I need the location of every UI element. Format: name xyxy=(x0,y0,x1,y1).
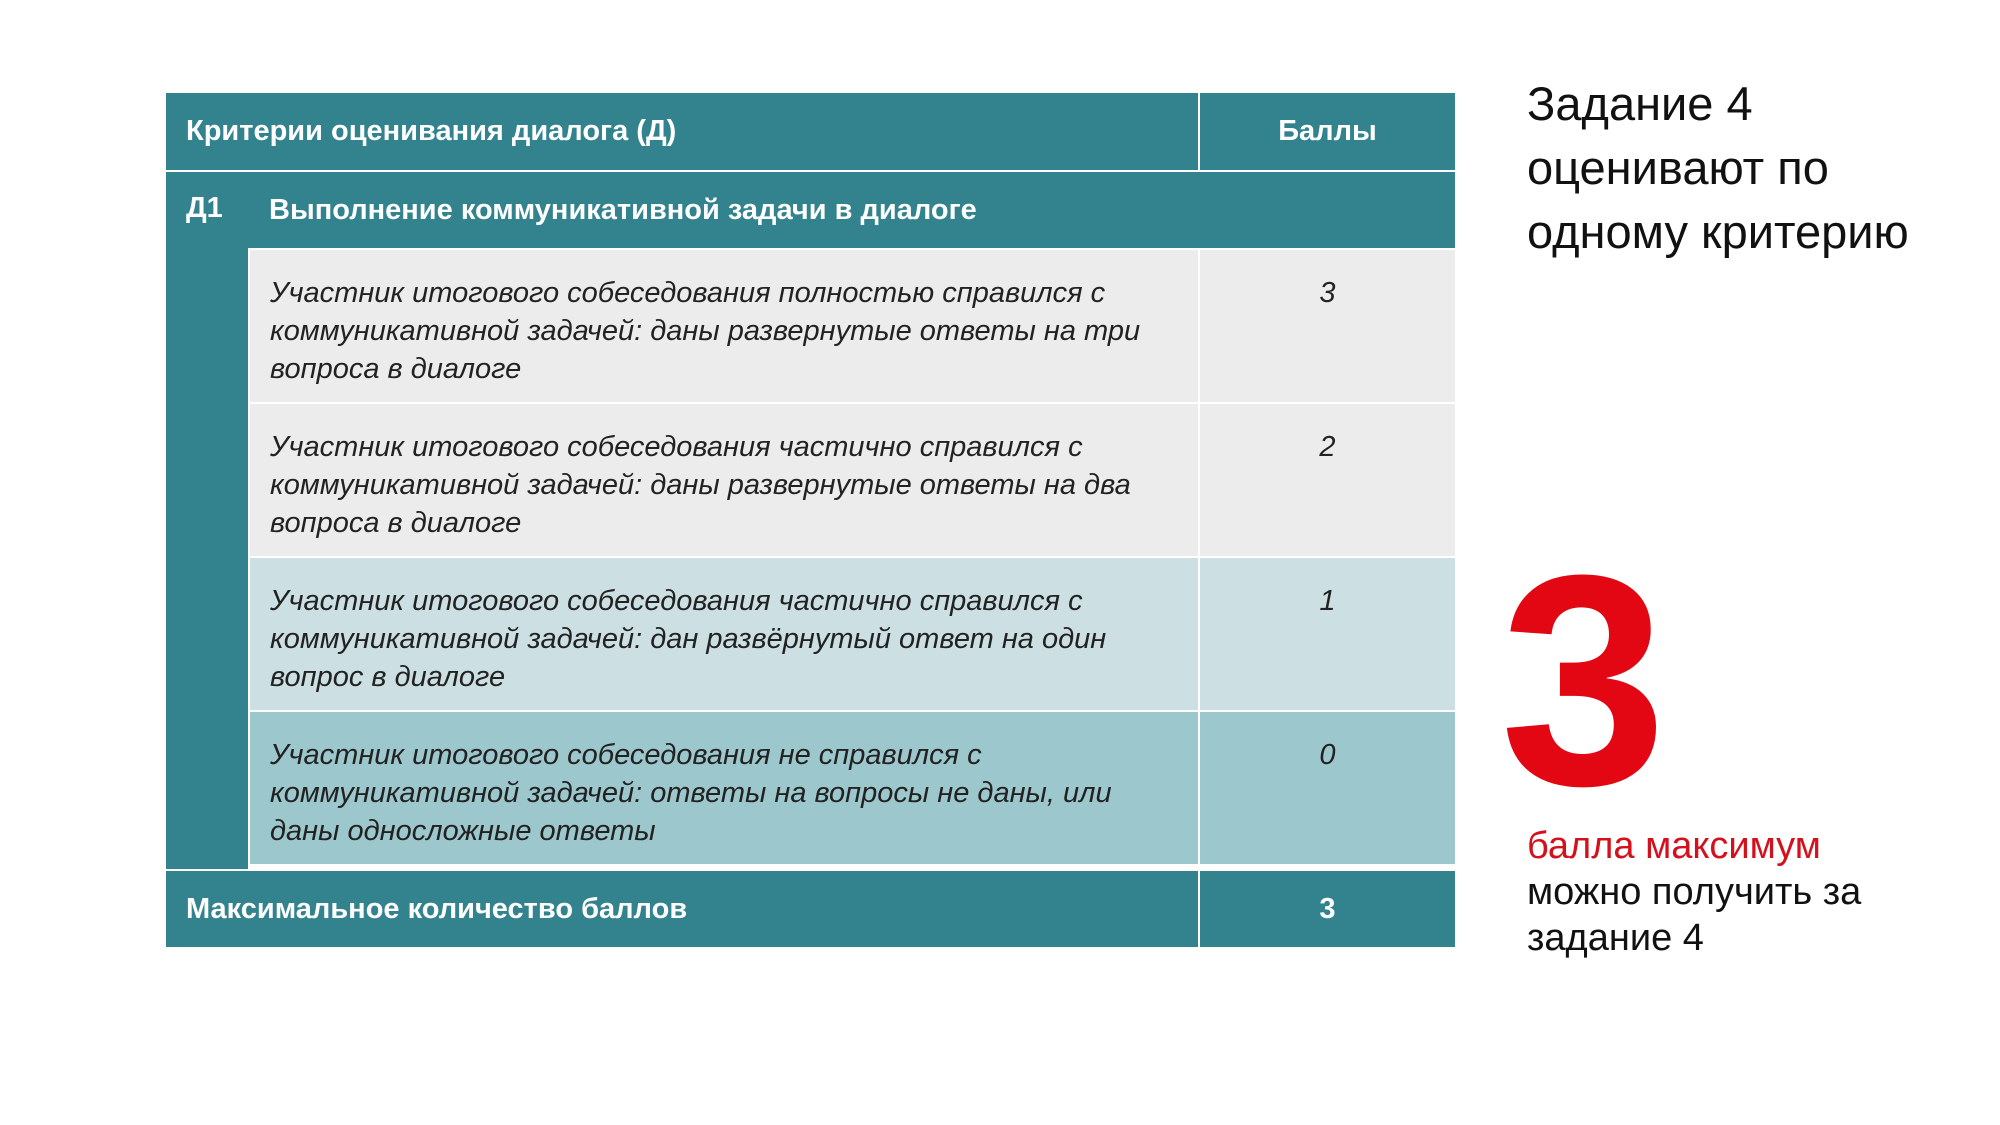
table-footer-label: Максимальное количество баллов xyxy=(166,871,1198,947)
table-row-description: Участник итогового собеседования частично справился с коммуникативной задачей: даны развернутые ответы на два вопроса в диалоге xyxy=(250,404,1198,556)
task-heading: Задание 4 оценивают по одному критерию xyxy=(1527,77,1909,258)
max-score-number: 3 xyxy=(1500,512,1661,848)
max-score-label: балла максимум xyxy=(1527,825,1821,867)
table-footer-value: 3 xyxy=(1200,871,1455,947)
table-row-score: 1 xyxy=(1200,558,1455,710)
table-header-criteria: Критерии оценивания диалога (Д) xyxy=(166,93,1198,170)
table-row-description: Участник итогового собеседования не справился с коммуникативной задачей: ответы на вопросы не даны, или даны односложные ответы xyxy=(250,712,1198,864)
criterion-title: Выполнение коммуникативной задачи в диалоге xyxy=(248,172,1455,248)
table-row-score: 2 xyxy=(1200,404,1455,556)
table-row-description: Участник итогового собеседования полностью справился с коммуникативной задачей: даны развернутые ответы на три вопроса в диалоге xyxy=(250,250,1198,402)
table-header-points: Баллы xyxy=(1200,93,1455,170)
table-row-description: Участник итогового собеседования частично справился с коммуникативной задачей: дан развёрнутый ответ на один вопрос в диалоге xyxy=(250,558,1198,710)
criterion-code: Д1 xyxy=(166,172,248,869)
table-row-score: 0 xyxy=(1200,712,1455,864)
criteria-table xyxy=(166,93,1455,947)
table-row-score: 3 xyxy=(1200,250,1455,402)
max-score-description: можно получить за задание 4 xyxy=(1527,871,1862,959)
